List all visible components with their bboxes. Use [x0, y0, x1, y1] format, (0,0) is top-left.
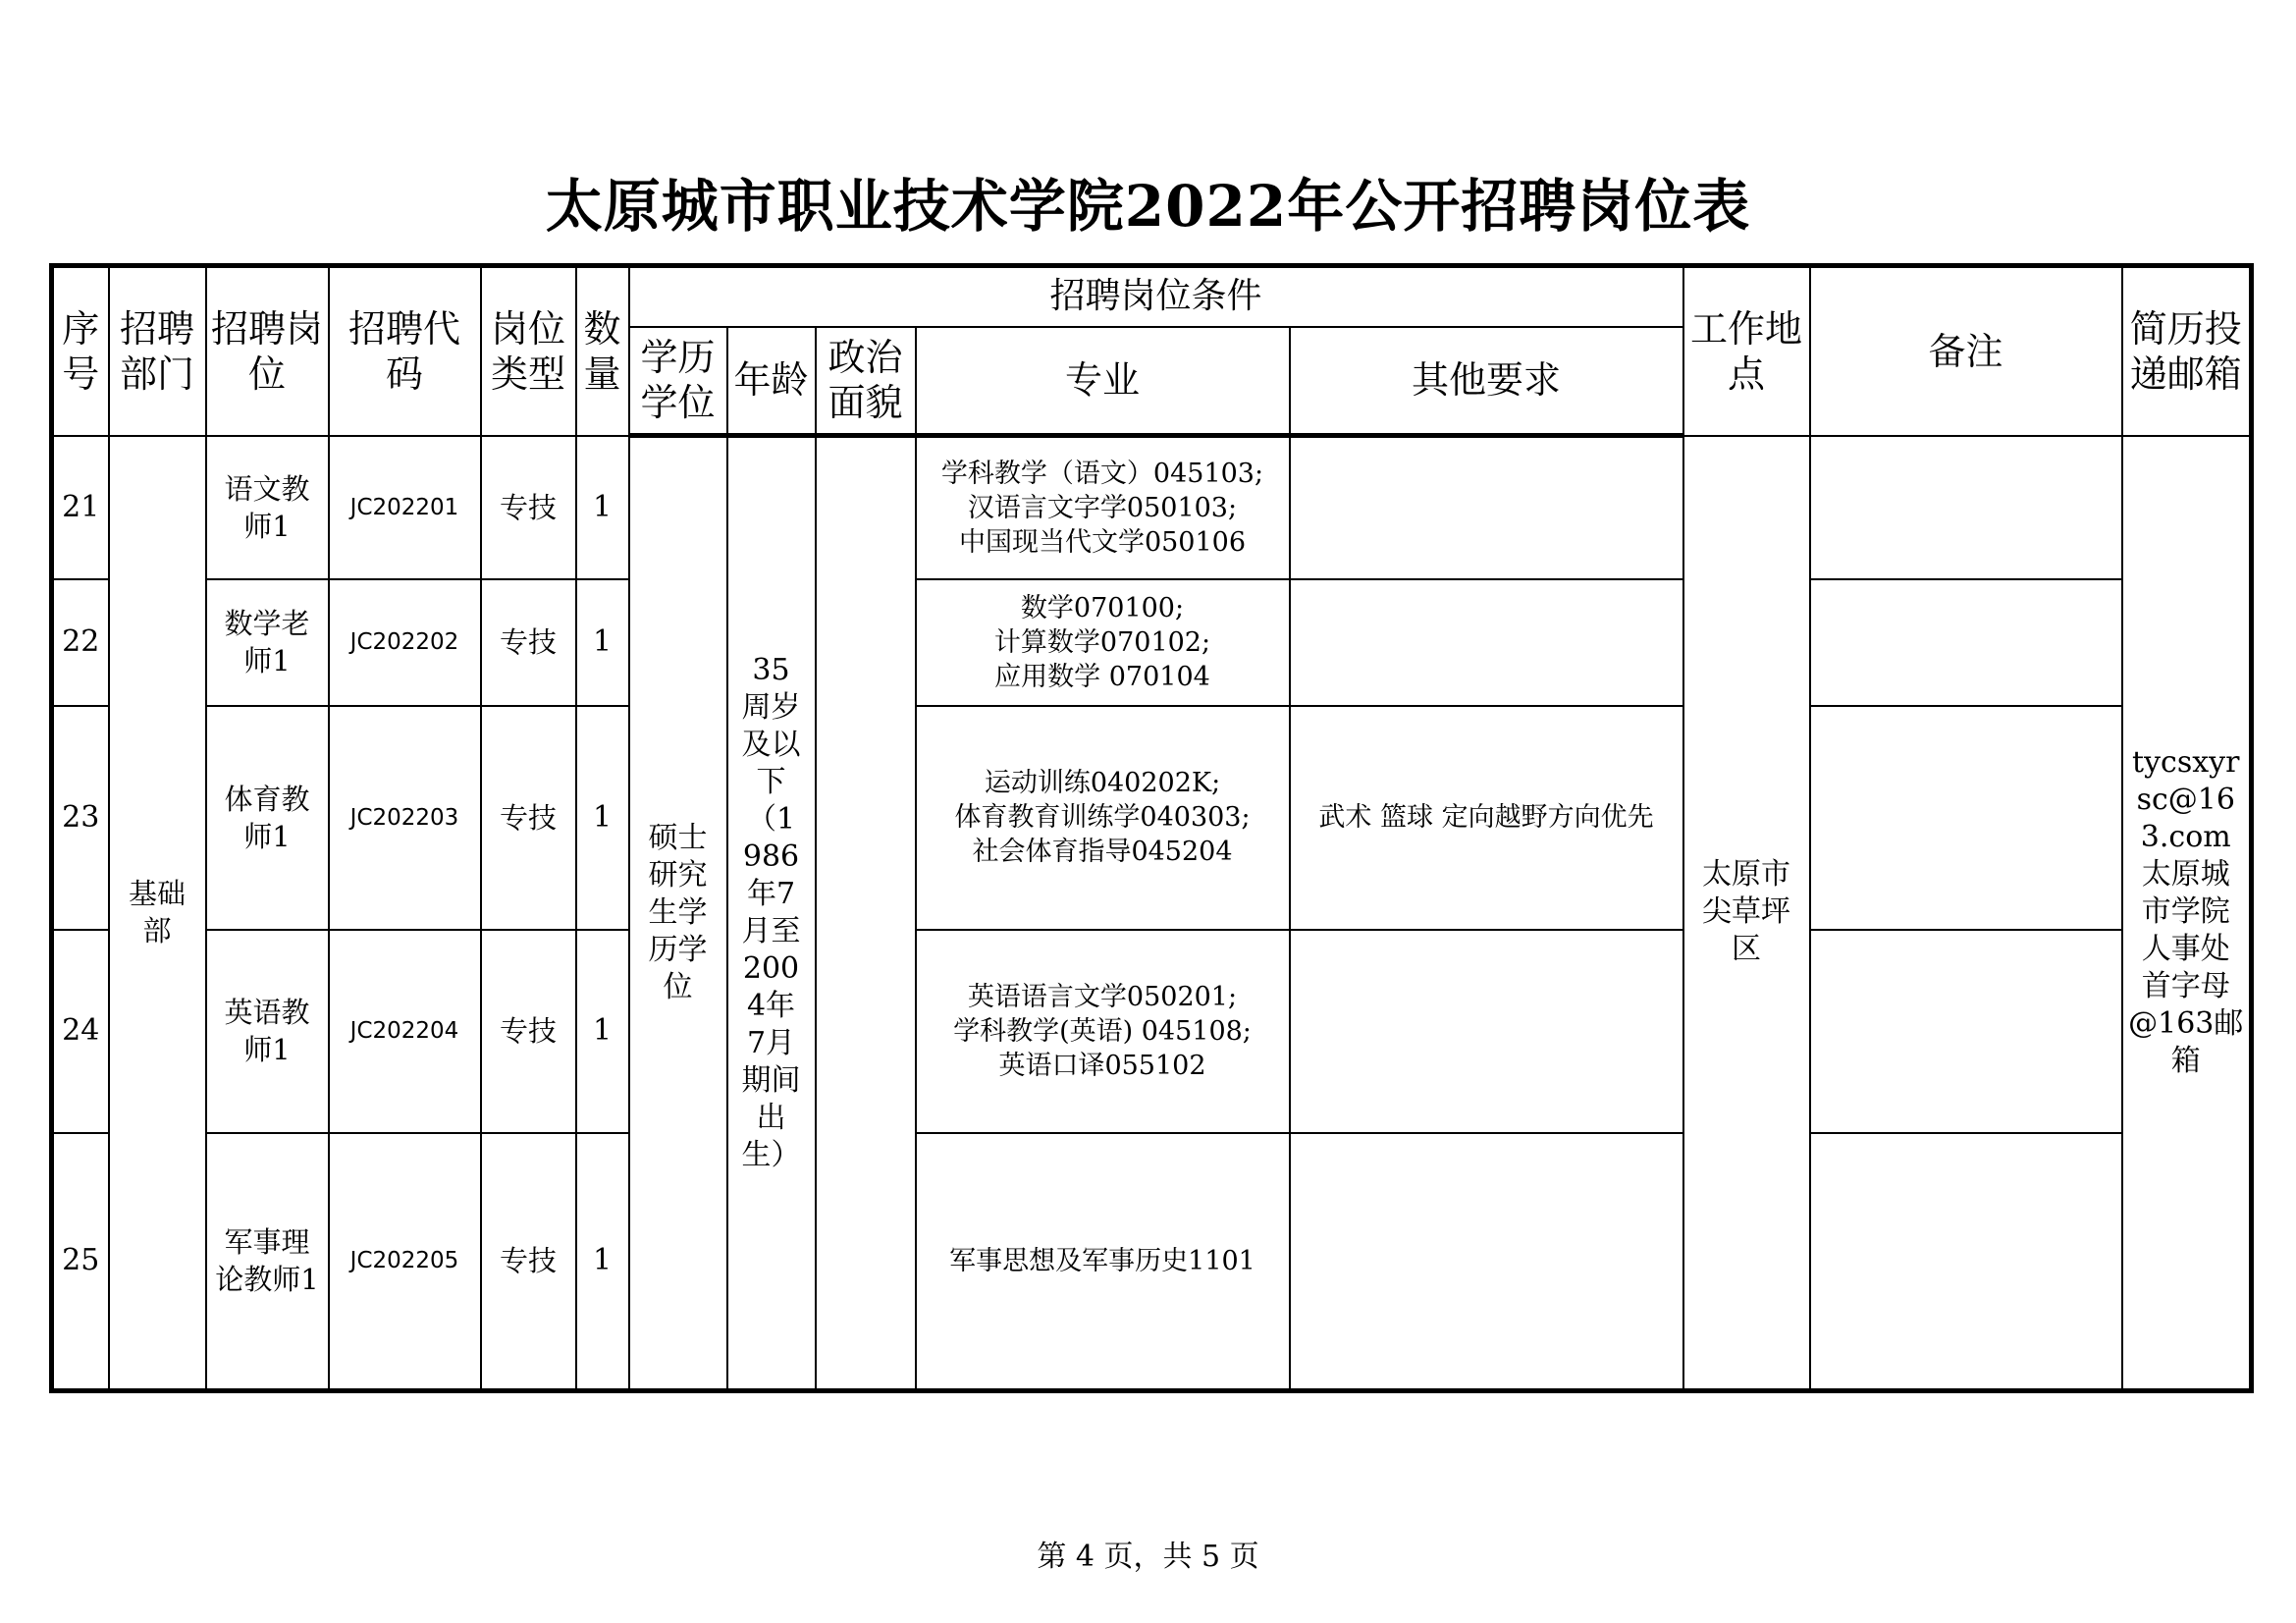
- header-major: 专业: [916, 327, 1290, 436]
- major-line: 军事思想及军事历史1101: [949, 1245, 1255, 1276]
- major-line: 数学070100;: [1020, 592, 1185, 623]
- seq-cell: 22: [52, 579, 109, 706]
- remark-cell: [1810, 706, 2122, 930]
- major-cell: [916, 579, 1290, 706]
- header-other: 其他要求: [1290, 327, 1683, 436]
- position-cell: 体育教师1: [206, 706, 329, 930]
- type-cell: 专技: [481, 436, 576, 579]
- email-text: tycsxyrsc@163.com太原城市学院人事处首字母@163邮箱: [2128, 745, 2244, 1079]
- major-line: 中国现当代文学050106: [958, 526, 1247, 558]
- age-text: 35周岁及以下（1986年7月至2004年7月期间出生）: [741, 653, 801, 1172]
- header-remark: 备注: [1810, 266, 2122, 436]
- major-line: 英语口译055102: [998, 1050, 1206, 1081]
- other-cell: 武术 篮球 定向越野方向优先: [1290, 706, 1683, 930]
- major-line: 运动训练040202K;: [984, 768, 1221, 798]
- seq-cell: 24: [52, 930, 109, 1133]
- count-cell: 1: [576, 436, 629, 579]
- major-line: 体育教育训练学040303;: [954, 802, 1251, 833]
- major-cell: [916, 436, 1290, 579]
- table-row: [52, 1133, 2252, 1391]
- header-education: 学历学位: [629, 327, 727, 436]
- position-cell: 数学老师1: [206, 579, 329, 706]
- header-count: 数量: [576, 266, 629, 436]
- dept-cell: [109, 436, 206, 1391]
- header-email: 简历投递邮箱: [2122, 266, 2252, 436]
- major-cell: [916, 930, 1290, 1133]
- page-title: 太原城市职业技术学院2022年公开招聘岗位表: [545, 173, 1751, 240]
- major-line: 汉语言文字学050103;: [967, 492, 1238, 523]
- type-cell: 专技: [481, 1133, 576, 1391]
- age-cell: [727, 436, 816, 1391]
- header-type: 岗位类型: [481, 266, 576, 436]
- seq-cell: 21: [52, 436, 109, 579]
- type-cell: 专技: [481, 579, 576, 706]
- other-cell: [1290, 579, 1683, 706]
- position-cell: 语文教师1: [206, 436, 329, 579]
- political-cell: [816, 436, 916, 1391]
- location-cell: [1683, 436, 1810, 1391]
- type-cell: 专技: [481, 706, 576, 930]
- major-line: 计算数学070102;: [993, 626, 1211, 658]
- header-code: 招聘代码: [329, 266, 481, 436]
- count-cell: 1: [576, 579, 629, 706]
- education-text: 硕士研究生学历学位: [648, 821, 708, 1004]
- major-line: 学科教学(英语) 045108;: [953, 1015, 1252, 1047]
- major-line: 学科教学（语文）045103;: [940, 458, 1264, 489]
- code-cell: JC202203: [329, 706, 481, 930]
- header-position: 招聘岗位: [206, 266, 329, 436]
- header-political: 政治面貌: [816, 327, 916, 436]
- header-seq: 序号: [52, 266, 109, 436]
- other-cell: [1290, 436, 1683, 579]
- header-conditions: 招聘岗位条件: [629, 266, 1683, 327]
- table-row: [52, 436, 2252, 579]
- code-cell: JC202205: [329, 1133, 481, 1391]
- code-cell: JC202201: [329, 436, 481, 579]
- remark-cell: [1810, 930, 2122, 1133]
- seq-cell: 23: [52, 706, 109, 930]
- dept-text: 基础部: [128, 877, 186, 948]
- position-cell: 英语教师1: [206, 930, 329, 1133]
- page-footer: 第 4 页，共 5 页: [1037, 1540, 1259, 1574]
- location-text: 太原市尖草坪区: [1702, 857, 1790, 967]
- other-cell: [1290, 930, 1683, 1133]
- header-dept: 招聘部门: [109, 266, 206, 436]
- remark-cell: [1810, 436, 2122, 579]
- header-location: 工作地点: [1683, 266, 1810, 436]
- email-cell: [2122, 436, 2252, 1391]
- count-cell: 1: [576, 930, 629, 1133]
- remark-cell: [1810, 579, 2122, 706]
- code-cell: JC202202: [329, 579, 481, 706]
- major-cell: [916, 706, 1290, 930]
- count-cell: 1: [576, 1133, 629, 1391]
- position-cell: 军事理论教师1: [206, 1133, 329, 1391]
- table-row: [52, 930, 2252, 1133]
- major-cell: [916, 1133, 1290, 1391]
- header-age: 年龄: [727, 327, 816, 436]
- count-cell: 1: [576, 706, 629, 930]
- code-cell: JC202204: [329, 930, 481, 1133]
- other-cell: [1290, 1133, 1683, 1391]
- major-line: 社会体育指导045204: [972, 837, 1233, 867]
- major-line: 英语语言文学050201;: [967, 981, 1238, 1012]
- seq-cell: 25: [52, 1133, 109, 1391]
- table-row: [52, 706, 2252, 930]
- major-line: 应用数学 070104: [994, 661, 1210, 692]
- type-cell: 专技: [481, 930, 576, 1133]
- recruitment-table: [49, 263, 2254, 1393]
- table-row: [52, 579, 2252, 706]
- remark-cell: [1810, 1133, 2122, 1391]
- education-cell: [629, 436, 727, 1391]
